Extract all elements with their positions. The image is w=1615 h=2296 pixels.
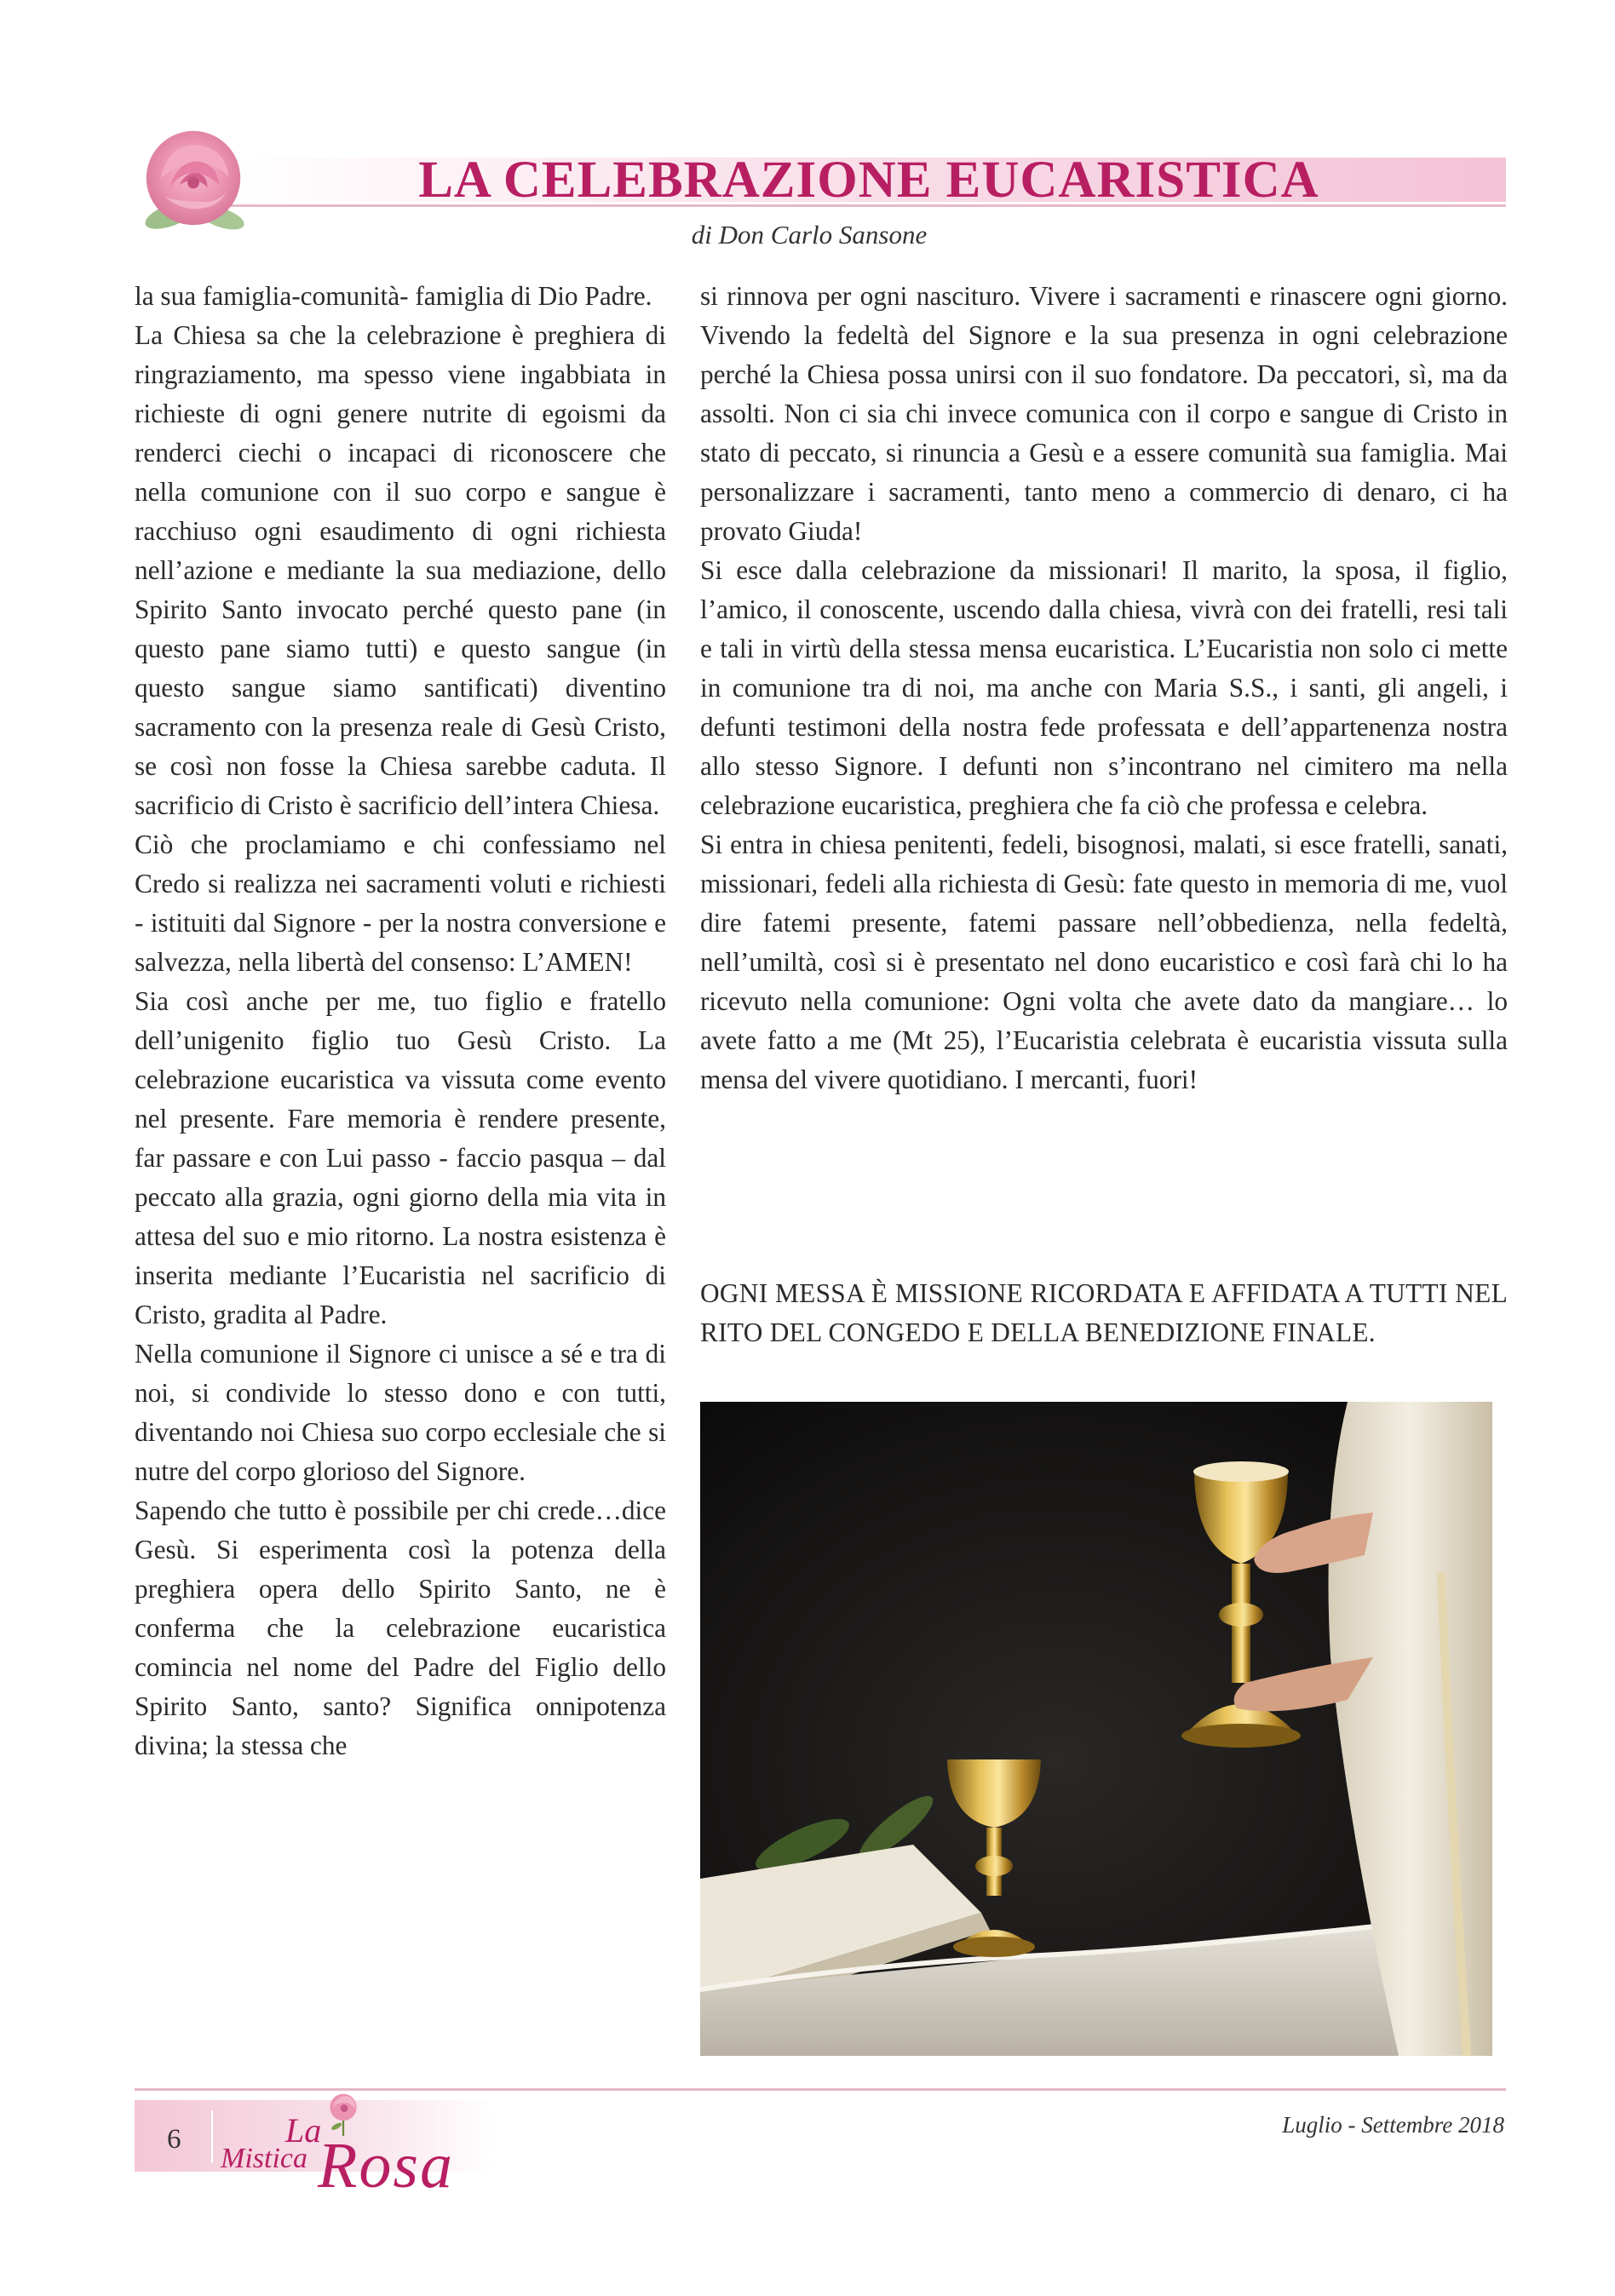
footer-divider <box>211 2110 213 2163</box>
paragraph: Sia così anche per me, tuo figlio e fratello dell’unigenito figlio tuo Gesù Cristo. La celebrazione eucaristica va vissuta come evento nel presente. Fare memoria è rendere presente, far passare e con Lui passo - faccio pasqua – dal peccato alla grazia, ogni giorno della mia vita in attesa del suo e mio ritorno. La nostra esistenza è inserita mediante l’Eucaristia nel sacrificio di Cristo, gradita al Padre. <box>135 986 666 1329</box>
paragraph: Nella comunione il Signore ci unisce a sé e tra di noi, si condivide lo stesso dono e con tutti, diventando noi Chiesa suo corpo ecclesiale che si nutre del corpo glorioso del Signore. <box>135 1339 666 1486</box>
paragraph: Si esce dalla celebrazione da missionari! Il marito, la sposa, il figlio, l’amico, il conoscente, uscendo dalla chiesa, vivrà con dei fratelli, resi tali e tali in virtù della stessa mensa eucaristica. L’Eucaristia non solo ci mette in comunione tra di noi, ma anche con Maria S.S., i santi, gli angeli, i defunti testimoni della nostra fede professata e dell’appartenenza nostra allo stesso Signore. I defunti non s’incontrano nel cimitero ma nella celebrazione eucaristica, preghiera che fa ciò che professa e celebra. <box>700 555 1508 820</box>
logo-text-mistica: Mistica <box>221 2143 307 2174</box>
paragraph: la sua famiglia-comunità- famiglia di Dio Padre. <box>135 281 652 311</box>
logo-text-la: La <box>285 2111 322 2150</box>
closing-statement: OGNI MESSA È MISSIONE RICORDATA E AFFIDATA A TUTTI NEL RITO DEL CONGEDO E DELLA BENEDIZIONE FINALE. <box>700 1278 1508 1347</box>
page-number: 6 <box>167 2124 181 2155</box>
left-column <box>135 277 666 1765</box>
pink-rose-icon <box>135 119 252 237</box>
magazine-logo <box>217 2088 490 2199</box>
paragraph: si rinnova per ogni nascituro. Vivere i sacramenti e rinascere ogni giorno. Vivendo la fedeltà del Signore e la sua presenza in ogni celebrazione perché la Chiesa possa unirsi con il suo fondatore. Da peccatori, sì, ma da assolti. Non ci sia chi invece comunica con il corpo e sangue di Cristo in stato di peccato, si rinuncia a Gesù e a essere comunità sua famiglia. Mai personalizzare i sacramenti, tanto meno a commercio di denaro, ci ha provato Giuda! <box>700 281 1508 546</box>
page-title: LA CELEBRAZIONE EUCARISTICA <box>418 152 1319 209</box>
author-byline: di Don Carlo Sansone <box>691 220 928 250</box>
logo-text-rosa: Rosa <box>318 2130 454 2201</box>
paragraph: Si entra in chiesa penitenti, fedeli, bisognosi, malati, si esce fratelli, sanati, missionari, fedeli alla richiesta di Gesù: fate questo in memoria di me, vuol dire fatemi presente, fatemi passare nell’obbedienza, nella fedeltà, nell’umiltà, così si è presentato nel dono eucaristico e così farà chi lo ha ricevuto nella comunione: Ogni volta che avete dato da mangiare… lo avete fatto a me (Mt 25), l’Eucaristia celebrata è eucaristia vissuta sulla mensa del vivere quotidiano. I mercanti, fuori! <box>700 829 1508 1094</box>
right-column <box>700 277 1508 1099</box>
chalice-photo-illustration <box>700 1402 1492 2056</box>
paragraph: La Chiesa sa che la celebrazione è preghiera di ringraziamento, ma spesso viene ingabbiata in richieste di ogni genere nutrite di egoismi da renderci ciechi o incapaci di riconoscere che nella comunione con il suo corpo e sangue è racchiuso ogni esaudimento di ogni richiesta nell’azione e mediante la sua mediazione, dello Spirito Santo invocato perché questo pane (in questo pane siamo tutti) e questo sangue (in questo sangue siamo santificati) diventino sacramento con la presenza reale di Gesù Cristo, se così non fosse la Chiesa sarebbe caduta. Il sacrificio di Cristo è sacrificio dell’intera Chiesa. <box>135 320 666 820</box>
paragraph: Ciò che proclamiamo e chi confessiamo nel Credo si realizza nei sacramenti voluti e richiesti - istituiti dal Signore - per la nostra conversione e salvezza, nella libertà del consenso: L’AMEN! <box>135 829 666 977</box>
issue-date: Luglio - Settembre 2018 <box>1282 2112 1504 2138</box>
eucharist-photo <box>700 1402 1492 2056</box>
paragraph: Sapendo che tutto è possibile per chi crede…dice Gesù. Si esperimenta così la potenza della preghiera opera dello Spirito Santo, ne è conferma che la celebrazione eucaristica comincia nel nome del Padre del Figlio dello Spirito Santo, santo? Significa onnipotenza divina; la stessa che <box>135 1495 666 1760</box>
